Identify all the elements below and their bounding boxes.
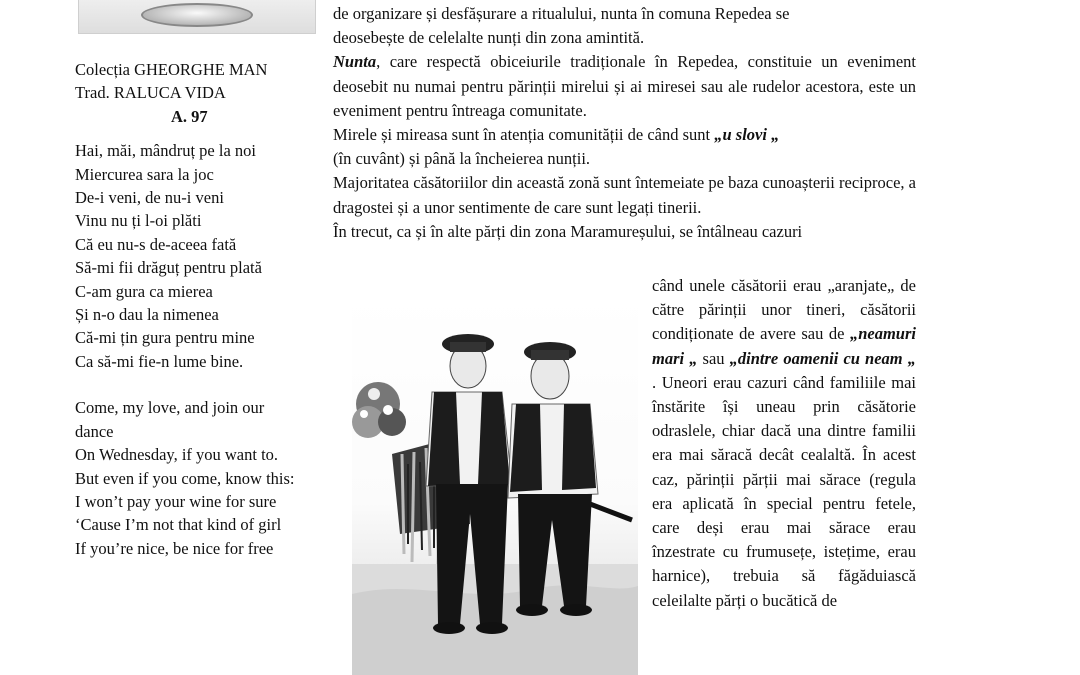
right-column bbox=[333, 0, 916, 244]
paragraph-text: sau bbox=[697, 348, 730, 368]
verse-romanian bbox=[75, 139, 315, 373]
translation-line: ‘Cause I’m not that kind of girl bbox=[75, 515, 282, 535]
verse-line: Și n-o dau la nimenea bbox=[75, 305, 219, 325]
paragraph-text: , care respectă obiceiurile tradiționale în Repedea, constituie un eveniment deosebit nu numai pentru părinții mirelui și ai miresei sau ale rudelor acestora, este un eveniment pentru întreaga comunitate. bbox=[333, 52, 916, 120]
paragraph-nunta bbox=[333, 50, 916, 123]
verse-line: Miercurea sara la joc bbox=[75, 164, 214, 184]
song-number: A. 97 bbox=[171, 106, 208, 126]
verse-line: Să-mi fii drăguț pentru plată bbox=[75, 258, 262, 278]
paragraph-attention bbox=[333, 123, 916, 171]
paragraph-text: Mirele și mireasa sunt în atenția comunității de când sunt bbox=[333, 125, 715, 145]
photo-illustration bbox=[352, 294, 638, 675]
bw-photo-two-young-men bbox=[352, 294, 638, 675]
verse-english bbox=[75, 396, 305, 560]
translation-line: But even if you come, know this: bbox=[75, 468, 295, 488]
verse-line: Ca să-mi fie-n lume bine. bbox=[75, 351, 244, 371]
paragraph-text: când unele căsătorii erau „aranjate„ de către părinții unor tineri, căsătorii condiționate de avere sau de bbox=[652, 276, 916, 344]
bowl-image bbox=[141, 3, 253, 27]
left-column bbox=[75, 58, 315, 560]
paragraph-marriages: Majoritatea căsătoriilor din această zonă sunt întemeiate pe baza cunoașterii reciproce, a dragostei și a unor sentimente de care sunt legați tinerii. bbox=[333, 173, 916, 217]
text-beside-photo bbox=[652, 274, 916, 613]
top-photo-cropped bbox=[78, 0, 316, 34]
paragraph-text: (în cuvânt) și până la încheierea nunții. bbox=[333, 149, 591, 169]
paragraph-text: . Uneori erau cazuri când familiile mai înstărite își uneau prin căsătorie odraslele, chiar dacă una dintre familii era mai săracă decât cealaltă. În acest caz, părinții părții mai sărace (regula era aplicată în special pentru fetele, care deși erau mai sărace erau înzestrate cu frumusețe, istețime, erau harnice), trebuia să făgăduiască celeilalte părți o bucătică de bbox=[652, 372, 916, 610]
paragraph-line: deosebește de celelalte nunți din zona amintită. bbox=[333, 28, 645, 48]
translation-line: If you’re nice, be nice for free bbox=[75, 538, 274, 558]
verse-line: De-i veni, de nu-i veni bbox=[75, 188, 224, 208]
credit-collection: Colecția GHEORGHE MAN bbox=[75, 60, 268, 79]
paragraph-past: În trecut, ca și în alte părți din zona Maramureșului, se întâlneau cazuri bbox=[333, 221, 803, 241]
verse-line: Că-mi țin gura pentru mine bbox=[75, 328, 255, 348]
verse-line: Că eu nu-s de-aceea fată bbox=[75, 234, 237, 254]
italic-term: Nunta bbox=[333, 52, 377, 72]
verse-line: Hai, măi, mândruț pe la noi bbox=[75, 141, 256, 161]
translation-line: On Wednesday, if you want to. bbox=[75, 445, 279, 465]
verse-line: Vinu nu ți l-oi plăti bbox=[75, 211, 202, 231]
paragraph-wrap bbox=[652, 274, 916, 613]
verse-line: C-am gura ca mierea bbox=[75, 281, 213, 301]
quoted-term: „dintre oamenii cu neam „ bbox=[729, 348, 916, 368]
credit-translation: Trad. RALUCA VIDA bbox=[75, 83, 226, 103]
quoted-term: „neamuri mari „ bbox=[652, 324, 916, 368]
paragraph-line: de organizare și desfășurare a ritualului, nunta în comuna Repedea se bbox=[333, 4, 790, 23]
quoted-term: „u slovi „ bbox=[714, 125, 780, 145]
translation-line: Come, my love, and join our dance bbox=[75, 398, 265, 441]
translation-line: I won’t pay your wine for sure bbox=[75, 491, 277, 511]
